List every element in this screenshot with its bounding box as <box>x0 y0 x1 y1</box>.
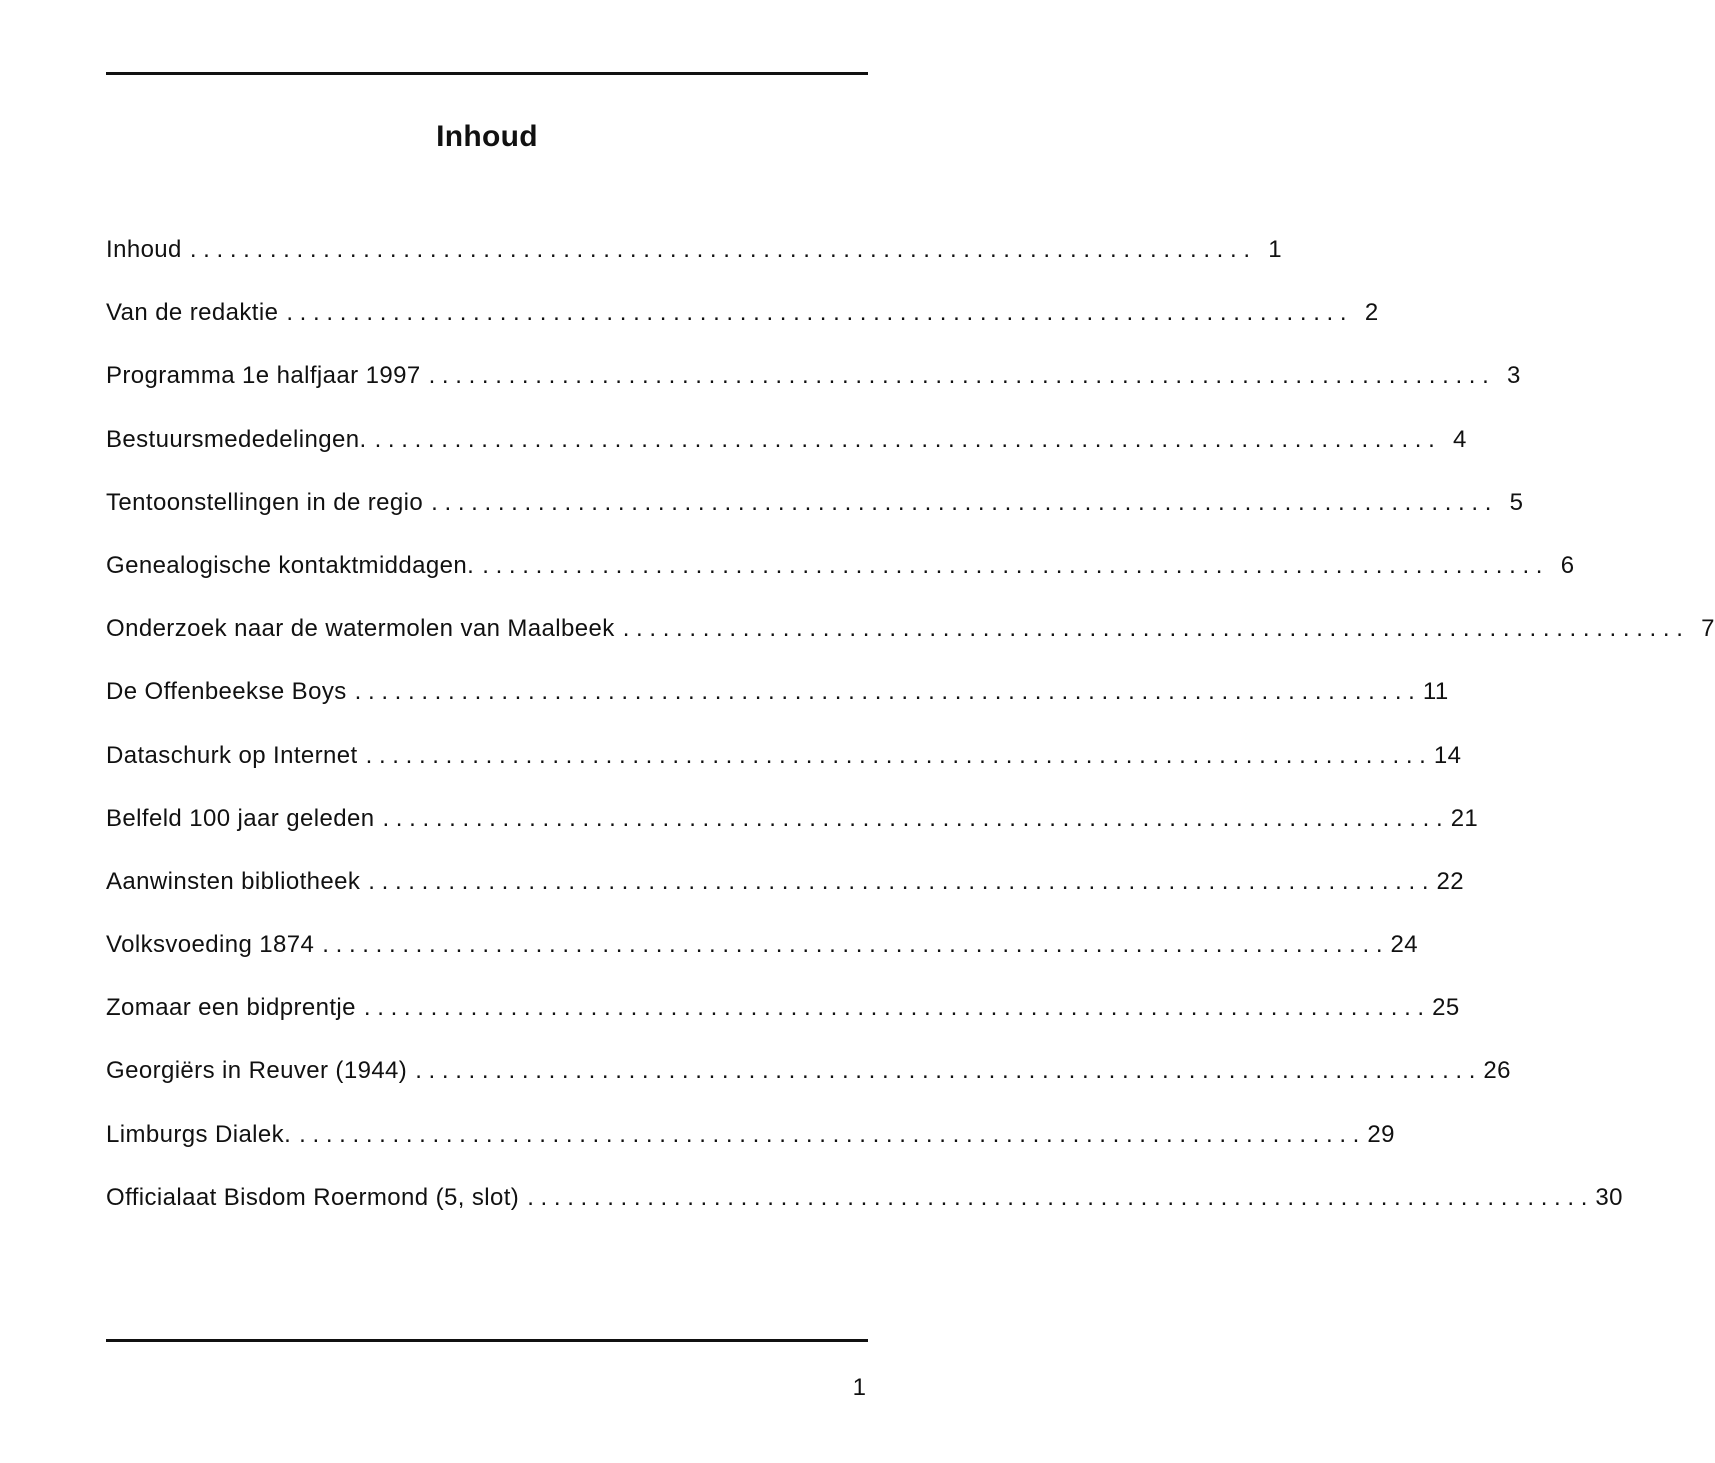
dot-leader: . . . . . . . . . . . . . . . . . . . . . . . . . . . . . . . . . . . . . . . . . . . . . . . . . . . . . . . . . . . . . . . . . . . . . . . . . . . . . . . . <box>431 488 1492 516</box>
toc-entry[interactable] <box>106 228 1283 291</box>
toc-entry[interactable] <box>106 481 1524 544</box>
dot-leader: . . . . . . . . . . . . . . . . . . . . . . . . . . . . . . . . . . . . . . . . . . . . . . . . . . . . . . . . . . . . . . . . . . . . . . . . . . . . . . . . <box>365 741 1426 769</box>
toc-entry[interactable] <box>106 797 1479 860</box>
toc-entry-page: 3 <box>1507 362 1521 390</box>
toc-entry-title: Limburgs Dialek. <box>106 1120 292 1148</box>
toc-entry-page: 26 <box>1483 1057 1511 1085</box>
table-of-contents <box>106 228 1715 1239</box>
toc-entry-title: Onderzoek naar de watermolen van Maalbeek <box>106 615 615 643</box>
toc-entry-title: Programma 1e halfjaar 1997 <box>106 362 421 390</box>
toc-entry-title: Aanwinsten bibliotheek <box>106 867 361 895</box>
page-title: Inhoud <box>436 120 538 154</box>
toc-entry-page: 21 <box>1450 804 1479 832</box>
dot-leader: . . . . . . . . . . . . . . . . . . . . . . . . . . . . . . . . . . . . . . . . . . . . . . . . . . . . . . . . . . . . . . . . . . . . . . . . . . . . . . . . <box>322 931 1383 959</box>
dot-leader: . . . . . . . . . . . . . . . . . . . . . . . . . . . . . . . . . . . . . . . . . . . . . . . . . . . . . . . . . . . . . . . . . . . . . . . . . . . . . . . . <box>368 867 1429 895</box>
dot-leader: . . . . . . . . . . . . . . . . . . . . . . . . . . . . . . . . . . . . . . . . . . . . . . . . . . . . . . . . . . . . . . . . . . . . . . . . . . . . . . . . <box>286 299 1347 327</box>
toc-entry-page: 24 <box>1390 931 1419 959</box>
dot-leader: . . . . . . . . . . . . . . . . . . . . . . . . . . . . . . . . . . . . . . . . . . . . . . . . . . . . . . . . . . . . . . . . . . . . . . . . . . . . . . . . <box>363 994 1425 1022</box>
toc-entry-title: Zomaar een bidprentje <box>106 994 356 1022</box>
dot-leader: . . . . . . . . . . . . . . . . . . . . . . . . . . . . . . . . . . . . . . . . . . . . . . . . . . . . . . . . . . . . . . . . . . . . . . . . . . . . . . . . <box>299 1120 1360 1148</box>
toc-entry-page: 2 <box>1364 299 1379 327</box>
dot-leader: . . . . . . . . . . . . . . . . . . . . . . . . . . . . . . . . . . . . . . . . . . . . . . . . . . . . . . . . . . . . . . . . . . . . . . . . . . . . . . . . <box>189 236 1251 263</box>
toc-entry-page: 30 <box>1595 1183 1623 1211</box>
toc-entry-title: Tentoonstellingen in de regio <box>106 488 424 516</box>
toc-entry-page: 1 <box>1268 236 1283 263</box>
toc-entry[interactable] <box>106 1049 1511 1112</box>
toc-entry[interactable] <box>106 1113 1395 1176</box>
toc-entry[interactable] <box>106 734 1462 797</box>
dot-leader: . . . . . . . . . . . . . . . . . . . . . . . . . . . . . . . . . . . . . . . . . . . . . . . . . . . . . . . . . . . . . . . . . . . . . . . . . . . . . . . . <box>527 1183 1588 1211</box>
toc-entry-page: 7 <box>1701 615 1715 643</box>
dot-leader: . . . . . . . . . . . . . . . . . . . . . . . . . . . . . . . . . . . . . . . . . . . . . . . . . . . . . . . . . . . . . . . . . . . . . . . . . . . . . . . . <box>622 615 1683 643</box>
dot-leader: . . . . . . . . . . . . . . . . . . . . . . . . . . . . . . . . . . . . . . . . . . . . . . . . . . . . . . . . . . . . . . . . . . . . . . . . . . . . . . . . <box>415 1057 1476 1085</box>
toc-entry[interactable] <box>106 670 1449 733</box>
toc-entry-page: 14 <box>1433 741 1462 769</box>
toc-entry-title: Genealogische kontaktmiddagen. <box>106 551 475 579</box>
toc-entry-page: 4 <box>1453 425 1467 453</box>
toc-entry-title: Officialaat Bisdom Roermond (5, slot) <box>106 1183 520 1211</box>
toc-entry[interactable] <box>106 860 1465 923</box>
dot-leader: . . . . . . . . . . . . . . . . . . . . . . . . . . . . . . . . . . . . . . . . . . . . . . . . . . . . . . . . . . . . . . . . . . . . . . . . . . . . . . . . <box>482 551 1543 579</box>
toc-entry[interactable] <box>106 354 1521 417</box>
dot-leader: . . . . . . . . . . . . . . . . . . . . . . . . . . . . . . . . . . . . . . . . . . . . . . . . . . . . . . . . . . . . . . . . . . . . . . . . . . . . . . . . <box>354 678 1415 706</box>
toc-entry-title: Inhoud <box>106 236 182 263</box>
toc-entry-page: 29 <box>1367 1120 1395 1148</box>
toc-entry-title: Dataschurk op Internet <box>106 741 358 769</box>
toc-entry-page: 11 <box>1422 678 1449 706</box>
toc-entry-page: 22 <box>1436 867 1465 895</box>
toc-entry-title: Belfeld 100 jaar geleden <box>106 804 375 832</box>
toc-entry[interactable] <box>106 607 1715 670</box>
bottom-rule <box>106 1339 868 1342</box>
toc-entry-page: 6 <box>1560 551 1575 579</box>
toc-entry-title: Georgiërs in Reuver (1944) <box>106 1057 408 1085</box>
toc-entry[interactable] <box>106 923 1419 986</box>
toc-entry-page: 5 <box>1509 488 1524 516</box>
toc-entry-title: De Offenbeekse Boys <box>106 678 347 706</box>
dot-leader: . . . . . . . . . . . . . . . . . . . . . . . . . . . . . . . . . . . . . . . . . . . . . . . . . . . . . . . . . . . . . . . . . . . . . . . . . . . . . . . . <box>428 362 1489 390</box>
dot-leader: . . . . . . . . . . . . . . . . . . . . . . . . . . . . . . . . . . . . . . . . . . . . . . . . . . . . . . . . . . . . . . . . . . . . . . . . . . . . . . . . <box>382 804 1443 832</box>
toc-entry-title: Volksvoeding 1874 <box>106 931 315 959</box>
toc-entry[interactable] <box>106 418 1467 481</box>
dot-leader: . . . . . . . . . . . . . . . . . . . . . . . . . . . . . . . . . . . . . . . . . . . . . . . . . . . . . . . . . . . . . . . . . . . . . . . . . . . . . . . . <box>374 425 1435 453</box>
toc-entry[interactable] <box>106 1176 1623 1239</box>
toc-entry-title: Van de redaktie <box>106 299 279 327</box>
toc-entry[interactable] <box>106 291 1379 354</box>
toc-entry[interactable] <box>106 544 1575 607</box>
toc-entry-title: Bestuursmededelingen. <box>106 425 367 453</box>
top-rule <box>106 72 868 75</box>
toc-entry-page: 25 <box>1432 994 1460 1022</box>
toc-entry[interactable] <box>106 986 1460 1049</box>
page-number: 1 <box>852 1374 866 1401</box>
